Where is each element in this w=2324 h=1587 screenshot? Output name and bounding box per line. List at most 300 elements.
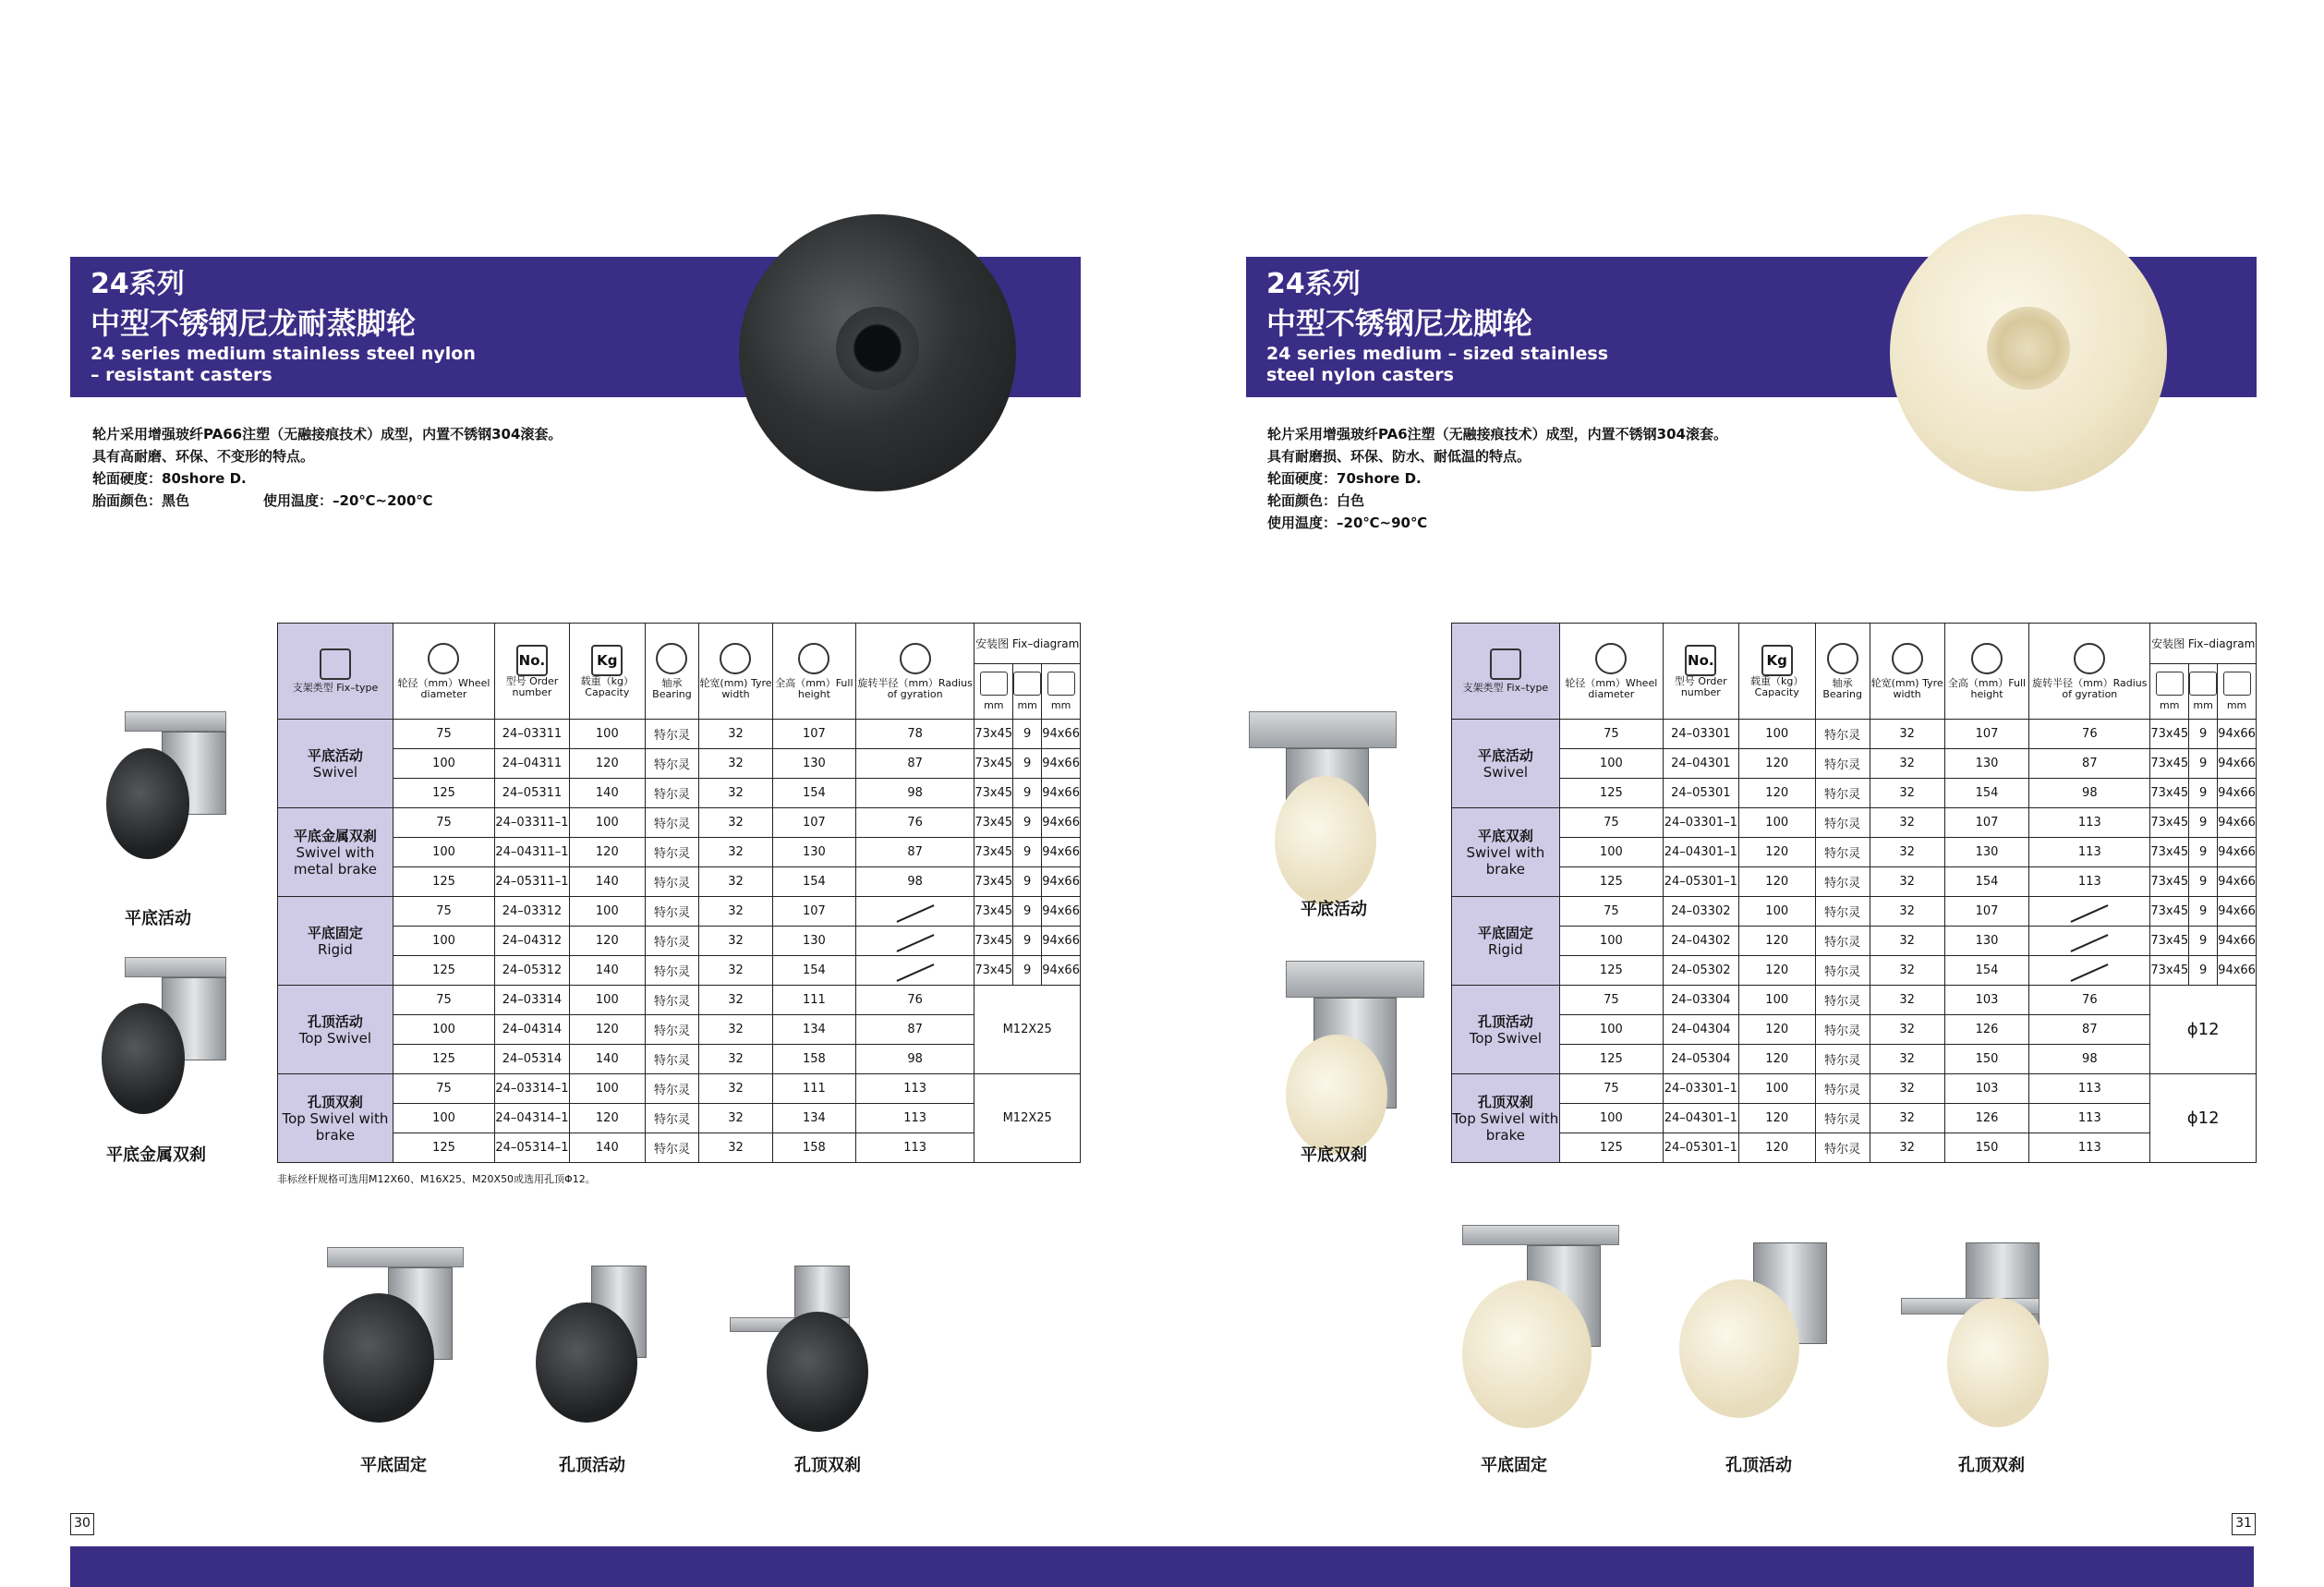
- type-en: Top Swivel with brake: [1452, 1109, 1559, 1144]
- table-cell: 24–04301–1: [1663, 1104, 1738, 1133]
- table-row: [1452, 986, 2257, 1015]
- table-cell: 32: [1870, 1104, 1944, 1133]
- table-cell: 94x66: [2218, 720, 2257, 749]
- table-cell: 120: [1738, 867, 1815, 897]
- table-cell: 24–04311–1: [495, 838, 570, 867]
- desc-line: 轮片采用增强玻纤PA6注塑（无融接痕技术）成型，内置不锈钢304滚套。: [1267, 426, 1727, 442]
- table-cell: 24–04311: [495, 749, 570, 779]
- plate-diagram-icon: [1013, 672, 1041, 696]
- table-cell: 125: [1559, 867, 1663, 897]
- type-cn: 孔顶双刹: [307, 1093, 363, 1110]
- table-row: [278, 986, 1081, 1015]
- table-cell: 9: [2189, 956, 2218, 986]
- table-cell: 125: [393, 779, 494, 808]
- table-cell: 100: [569, 986, 645, 1015]
- table-cell: 94x66: [1042, 927, 1081, 956]
- table-cell: 94x66: [1042, 779, 1081, 808]
- table-cell: 100: [569, 720, 645, 749]
- table-cell: 73x45: [974, 720, 1013, 749]
- table-row: [1452, 720, 2257, 749]
- table-cell: 73x45: [974, 779, 1013, 808]
- table-cell: 32: [1870, 749, 1944, 779]
- table-cell: 特尔灵: [1815, 838, 1870, 867]
- table-cell: 154: [1944, 867, 2029, 897]
- diameter-icon: [428, 643, 459, 674]
- table-cell: 113: [2029, 1133, 2150, 1163]
- radius-na-cell: [2029, 956, 2150, 986]
- table-row: [278, 897, 1081, 927]
- header-label: 轮宽(mm) Tyre width: [1870, 676, 1943, 700]
- table-cell: 154: [772, 779, 855, 808]
- no-icon: No.: [1685, 645, 1716, 676]
- table-row: [278, 867, 1081, 897]
- cn-title: 中型不锈钢尼龙耐蒸脚轮: [91, 306, 417, 341]
- fix-spec-cell: M12X25: [974, 1074, 1081, 1163]
- table-cell: 24–05302: [1663, 956, 1738, 986]
- fix-spec-cell: ϕ12: [2150, 1074, 2257, 1163]
- table-cell: 76: [855, 986, 974, 1015]
- table-cell: 9: [1013, 897, 1042, 927]
- table-cell: 32: [1870, 956, 1944, 986]
- table-cell: 24–05311: [495, 779, 570, 808]
- table-cell: 73x45: [2150, 749, 2189, 779]
- table-cell: 特尔灵: [645, 838, 698, 867]
- caption: 孔顶活动: [559, 1456, 625, 1475]
- table-row: [278, 838, 1081, 867]
- type-cn: 孔顶活动: [1477, 1012, 1533, 1030]
- table-cell: 100: [1559, 1015, 1663, 1045]
- slash-mark: [2071, 934, 2109, 952]
- table-row: [1452, 867, 2257, 897]
- table-cell: 94x66: [1042, 720, 1081, 749]
- table-cell: 特尔灵: [645, 808, 698, 838]
- mm-label: mm: [2193, 699, 2213, 711]
- table-row: [1452, 808, 2257, 838]
- fix-diagram-header: 安装图 Fix–diagram: [2150, 624, 2257, 664]
- table-cell: 特尔灵: [645, 927, 698, 956]
- table-cell: 32: [1870, 1133, 1944, 1163]
- table-cell: 113: [2029, 1104, 2150, 1133]
- table-cell: 100: [569, 808, 645, 838]
- type-en: Swivel with metal brake: [293, 843, 377, 878]
- desc-line: [92, 490, 562, 512]
- header-label: 轮宽(mm) Tyre width: [699, 676, 772, 700]
- table-cell: 32: [1870, 838, 1944, 867]
- table-cell: 73x45: [2150, 838, 2189, 867]
- fix-type-cell: [278, 897, 393, 986]
- table-cell: 100: [393, 927, 494, 956]
- table-cell: 107: [1944, 897, 2029, 927]
- table-cell: 特尔灵: [1815, 1104, 1870, 1133]
- table-cell: 24–05312: [495, 956, 570, 986]
- fix-type-cell: [1452, 897, 1560, 986]
- slash-mark: [2071, 963, 2109, 982]
- table-cell: 75: [393, 986, 494, 1015]
- table-cell: 130: [1944, 838, 2029, 867]
- table-cell: 140: [569, 1045, 645, 1074]
- en-title: 24 series medium – sized stainless steel nylon casters: [1266, 344, 1609, 385]
- table-cell: 24–03314: [495, 986, 570, 1015]
- header-label: 轮径（mm）Wheel diameter: [397, 676, 490, 700]
- table-cell: 特尔灵: [1815, 1133, 1870, 1163]
- height-icon: [1971, 643, 2003, 674]
- table-cell: 24–05301: [1663, 779, 1738, 808]
- table-cell: 100: [1559, 1104, 1663, 1133]
- page-number: 30: [70, 1513, 94, 1535]
- table-cell: 125: [1559, 1133, 1663, 1163]
- table-cell: 75: [393, 897, 494, 927]
- tyre-width-header: [1870, 624, 1944, 720]
- fix-type-cell: [1452, 1074, 1560, 1163]
- fix-type-header: [1452, 624, 1560, 720]
- table-cell: 9: [1013, 927, 1042, 956]
- table-cell: 9: [2189, 749, 2218, 779]
- table-cell: 94x66: [2218, 927, 2257, 956]
- caption: 孔顶双刹: [794, 1456, 861, 1475]
- table-cell: 特尔灵: [1815, 1074, 1870, 1104]
- page-number: 31: [2232, 1513, 2256, 1535]
- table-cell: 125: [393, 956, 494, 986]
- table-cell: 32: [699, 927, 773, 956]
- cn-title: 中型不锈钢尼龙脚轮: [1266, 306, 1533, 341]
- table-cell: 73x45: [2150, 956, 2189, 986]
- fix-type-cell: [278, 808, 393, 897]
- mm-label: mm: [2160, 699, 2180, 711]
- fix-diagram-mm-cell: [2150, 664, 2189, 720]
- table-cell: 特尔灵: [645, 779, 698, 808]
- kg-icon: Kg: [1761, 645, 1793, 676]
- fix-type-cell: [1452, 986, 1560, 1074]
- fix-type-cell: [278, 1074, 393, 1163]
- black-wheel-photo: [739, 214, 1016, 491]
- slash-mark: [896, 934, 934, 952]
- header-label: 支架类型 Fix–type: [292, 682, 379, 694]
- table-cell: 9: [1013, 956, 1042, 986]
- caption: 孔顶活动: [1725, 1456, 1792, 1475]
- type-en: Swivel: [1483, 763, 1528, 781]
- table-cell: 特尔灵: [1815, 1015, 1870, 1045]
- table-cell: 73x45: [974, 808, 1013, 838]
- table-cell: 9: [1013, 867, 1042, 897]
- table-cell: 特尔灵: [645, 1104, 698, 1133]
- table-cell: 140: [569, 1133, 645, 1163]
- table-cell: 94x66: [1042, 749, 1081, 779]
- table-cell: 76: [2029, 720, 2150, 749]
- table-cell: 特尔灵: [645, 986, 698, 1015]
- radius-na-cell: [2029, 897, 2150, 927]
- table-cell: 32: [1870, 1015, 1944, 1045]
- table-cell: 120: [569, 927, 645, 956]
- table-cell: 9: [1013, 779, 1042, 808]
- description: [1267, 423, 1727, 534]
- table-row: [1452, 779, 2257, 808]
- table-row: [1452, 1015, 2257, 1045]
- table-row: [1452, 897, 2257, 927]
- table-cell: 120: [1738, 1015, 1815, 1045]
- table-cell: 125: [393, 1133, 494, 1163]
- table-row: [1452, 749, 2257, 779]
- table-row: [278, 779, 1081, 808]
- slash-mark: [896, 904, 934, 923]
- wheel-diameter-header: [393, 624, 494, 720]
- wheel-diameter-header: [1559, 624, 1663, 720]
- table-cell: 94x66: [1042, 867, 1081, 897]
- table-cell: 94x66: [2218, 956, 2257, 986]
- caption: 平底金属双刹: [106, 1145, 206, 1165]
- table-cell: 75: [393, 808, 494, 838]
- slash-mark: [896, 963, 934, 982]
- type-cn: 平底固定: [1477, 924, 1533, 941]
- fix-type-cell: [278, 720, 393, 808]
- table-cell: 100: [569, 897, 645, 927]
- table-cell: 94x66: [2218, 897, 2257, 927]
- series-label: 24系列: [1266, 268, 1361, 300]
- table-cell: 73x45: [2150, 927, 2189, 956]
- desc-line: 轮面硬度：70shore D.: [1267, 470, 1422, 487]
- table-cell: 111: [772, 986, 855, 1015]
- table-row: [1452, 1133, 2257, 1163]
- table-cell: 73x45: [2150, 779, 2189, 808]
- table-cell: 113: [855, 1104, 974, 1133]
- table-cell: 120: [1738, 956, 1815, 986]
- table-cell: 140: [569, 779, 645, 808]
- type-cn: 平底双刹: [1477, 827, 1533, 844]
- table-cell: 107: [1944, 808, 2029, 838]
- table-cell: 9: [2189, 927, 2218, 956]
- plate-diagram-icon: [980, 672, 1008, 696]
- table-cell: 107: [772, 897, 855, 927]
- mm-label: mm: [2226, 699, 2247, 711]
- table-cell: 9: [2189, 808, 2218, 838]
- spec-table: [1451, 623, 2257, 1163]
- slash-mark: [2071, 904, 2109, 923]
- table-cell: 32: [1870, 720, 1944, 749]
- table-cell: 73x45: [2150, 897, 2189, 927]
- table-cell: 73x45: [2150, 720, 2189, 749]
- table-row: [1452, 956, 2257, 986]
- table-cell: 103: [1944, 1074, 2029, 1104]
- table-cell: 140: [569, 867, 645, 897]
- table-cell: 103: [1944, 986, 2029, 1015]
- caption: 孔顶双刹: [1958, 1456, 2025, 1475]
- en-title: 24 series medium stainless steel nylon – resistant casters: [91, 344, 476, 385]
- table-cell: 73x45: [974, 927, 1013, 956]
- table-cell: 75: [393, 1074, 494, 1104]
- fix-type-cell: [278, 986, 393, 1074]
- radius-header: [855, 624, 974, 720]
- right-page: [1162, 0, 2324, 1587]
- type-cn: 平底固定: [307, 924, 363, 941]
- fix-diagram-mm-cell: [1042, 664, 1081, 720]
- kg-icon: Kg: [591, 645, 623, 676]
- table-cell: 73x45: [974, 867, 1013, 897]
- table-cell: 特尔灵: [645, 1045, 698, 1074]
- type-en: Rigid: [1487, 940, 1523, 958]
- type-cn: 平底活动: [1477, 746, 1533, 764]
- table-cell: 24–03304: [1663, 986, 1738, 1015]
- table-cell: 24–04302: [1663, 927, 1738, 956]
- table-cell: 100: [1738, 720, 1815, 749]
- table-cell: 24–05314–1: [495, 1133, 570, 1163]
- mm-label: mm: [1017, 699, 1037, 711]
- table-cell: 87: [855, 749, 974, 779]
- table-cell: 75: [1559, 720, 1663, 749]
- table-cell: 100: [1559, 838, 1663, 867]
- table-cell: 特尔灵: [645, 867, 698, 897]
- type-en: Swivel: [312, 763, 358, 781]
- fix-type-header: [278, 624, 393, 720]
- table-cell: 24–03301: [1663, 720, 1738, 749]
- table-cell: 113: [2029, 867, 2150, 897]
- table-row: [278, 956, 1081, 986]
- header-label: 轮径（mm）Wheel diameter: [1565, 676, 1658, 700]
- type-en: Swivel with brake: [1466, 843, 1545, 878]
- table-cell: 125: [393, 1045, 494, 1074]
- header-label: 轴承 Bearing: [1822, 676, 1862, 700]
- table-cell: 32: [699, 897, 773, 927]
- table-cell: 32: [1870, 986, 1944, 1015]
- table-cell: 特尔灵: [1815, 867, 1870, 897]
- bottom-bar: [1162, 1546, 2254, 1587]
- table-row: [278, 808, 1081, 838]
- table-cell: 94x66: [1042, 838, 1081, 867]
- table-cell: 24–03314–1: [495, 1074, 570, 1104]
- table-cell: 75: [1559, 986, 1663, 1015]
- table-row: [1452, 927, 2257, 956]
- table-cell: 9: [1013, 749, 1042, 779]
- height-icon: [798, 643, 829, 674]
- table-cell: 120: [1738, 779, 1815, 808]
- table-cell: 100: [393, 1015, 494, 1045]
- fix-type-cell: [1452, 720, 1560, 808]
- fix-diagram-mm-cell: [1013, 664, 1042, 720]
- header-label: 全高（mm）Full height: [775, 676, 853, 700]
- table-cell: 24–04312: [495, 927, 570, 956]
- table-cell: 120: [569, 838, 645, 867]
- mm-label: mm: [1050, 699, 1071, 711]
- table-cell: 120: [1738, 1133, 1815, 1163]
- bearing-header: [1815, 624, 1870, 720]
- table-cell: 158: [772, 1045, 855, 1074]
- table-cell: 154: [1944, 779, 2029, 808]
- tyre-width-icon: [1892, 643, 1923, 674]
- table-cell: 9: [1013, 838, 1042, 867]
- table-cell: 特尔灵: [1815, 897, 1870, 927]
- table-cell: 32: [699, 1015, 773, 1045]
- caption: 平底固定: [360, 1456, 427, 1475]
- table-cell: 150: [1944, 1045, 2029, 1074]
- table-cell: 154: [1944, 956, 2029, 986]
- table-cell: 134: [772, 1015, 855, 1045]
- table-cell: 特尔灵: [645, 1074, 698, 1104]
- table-cell: 32: [699, 986, 773, 1015]
- table-cell: 125: [1559, 956, 1663, 986]
- plate-diagram-icon: [2223, 672, 2251, 696]
- capacity-header: [569, 624, 645, 720]
- table-cell: 87: [855, 838, 974, 867]
- table-cell: 94x66: [2218, 867, 2257, 897]
- table-cell: 120: [1738, 1104, 1815, 1133]
- table-cell: 32: [699, 867, 773, 897]
- radius-na-cell: [855, 956, 974, 986]
- table-cell: 24–03301–1: [1663, 808, 1738, 838]
- table-cell: 154: [772, 956, 855, 986]
- color-line: 胎面颜色：黑色: [92, 492, 190, 509]
- spec-table: [277, 623, 1081, 1163]
- table-cell: 73x45: [974, 897, 1013, 927]
- table-row: [278, 1074, 1081, 1104]
- table-cell: 特尔灵: [1815, 720, 1870, 749]
- table-cell: 32: [699, 808, 773, 838]
- fix-diagram-mm-cell: [2189, 664, 2218, 720]
- table-cell: 98: [855, 1045, 974, 1074]
- table-cell: 94x66: [2218, 808, 2257, 838]
- table-cell: 24–05304: [1663, 1045, 1738, 1074]
- table-cell: 73x45: [974, 749, 1013, 779]
- table-cell: 9: [2189, 779, 2218, 808]
- table-cell: 24–03312: [495, 897, 570, 927]
- table-cell: 75: [393, 720, 494, 749]
- table-row: [278, 1045, 1081, 1074]
- radius-icon: [900, 643, 931, 674]
- table-cell: 94x66: [1042, 808, 1081, 838]
- table-cell: 113: [855, 1074, 974, 1104]
- table-cell: 32: [1870, 779, 1944, 808]
- table-cell: 24–05301–1: [1663, 1133, 1738, 1163]
- type-en: Top Swivel: [298, 1029, 372, 1047]
- table-cell: 32: [1870, 897, 1944, 927]
- table-cell: 特尔灵: [645, 749, 698, 779]
- table-cell: 75: [1559, 897, 1663, 927]
- table-cell: 158: [772, 1133, 855, 1163]
- table-cell: 24–05301–1: [1663, 867, 1738, 897]
- table-cell: 120: [569, 1015, 645, 1045]
- table-cell: 24–05314: [495, 1045, 570, 1074]
- table-cell: 特尔灵: [645, 1133, 698, 1163]
- table-cell: 125: [393, 867, 494, 897]
- table-row: [278, 1015, 1081, 1045]
- table-row: [1452, 838, 2257, 867]
- type-cn: 孔顶活动: [307, 1012, 363, 1030]
- table-cell: 130: [1944, 749, 2029, 779]
- header-label: 全高（mm）Full height: [1947, 676, 2027, 700]
- table-cell: 特尔灵: [1815, 749, 1870, 779]
- table-cell: 特尔灵: [1815, 986, 1870, 1015]
- table-cell: 87: [2029, 1015, 2150, 1045]
- header-label: 载重（kg）Capacity: [1750, 674, 1804, 698]
- table-cell: 24–04314–1: [495, 1104, 570, 1133]
- header-label: 载重（kg）Capacity: [580, 674, 634, 698]
- table-cell: 120: [1738, 927, 1815, 956]
- table-cell: 75: [1559, 1074, 1663, 1104]
- radius-na-cell: [855, 897, 974, 927]
- plate-diagram-icon: [2156, 672, 2184, 696]
- description: [92, 423, 562, 512]
- fix-type-cell: [1452, 808, 1560, 897]
- fix-diagram-mm-cell: [974, 664, 1013, 720]
- table-row: [278, 749, 1081, 779]
- white-wheel-photo: [1890, 214, 2167, 491]
- tyre-width-header: [699, 624, 773, 720]
- table-cell: 100: [1738, 986, 1815, 1015]
- table-cell: 32: [699, 720, 773, 749]
- header-label: 支架类型 Fix–type: [1462, 682, 1549, 694]
- full-height-header: [772, 624, 855, 720]
- table-cell: 32: [699, 779, 773, 808]
- caption: 平底活动: [1301, 900, 1367, 919]
- header-label: 旋转半径（mm）Radius of gyration: [857, 676, 973, 700]
- table-cell: 9: [2189, 867, 2218, 897]
